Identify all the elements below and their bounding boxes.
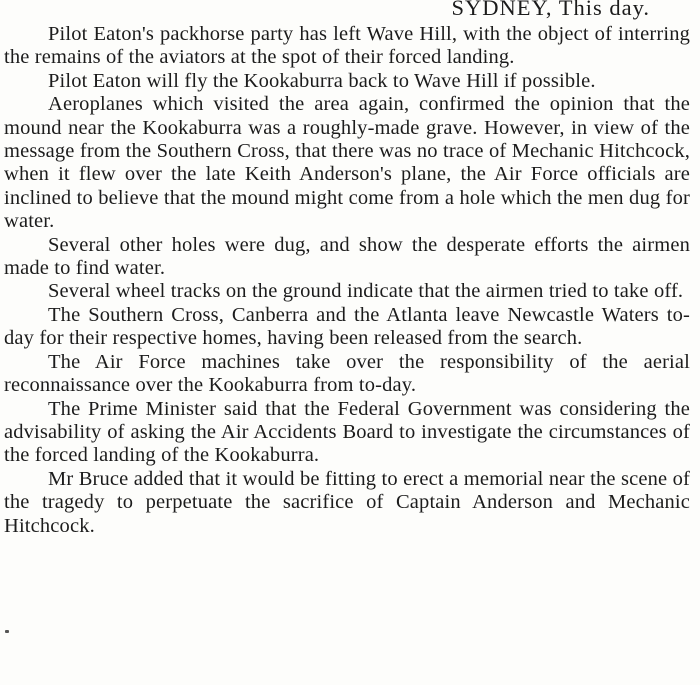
article-body: [4, 23, 690, 538]
paragraph: Aeroplanes which visited the area again, confirmed the opinion that the mound near the Kookaburra was a roughly-made grave. However, in view of the message from the Southern Cross, that there was no trace of Mechanic Hitchcock, when it flew over the late Keith Anderson's plane, the Air Force officials are inclined to believe that the mound might come from a hole which the men dug for water.: [4, 93, 690, 233]
paragraph: The Prime Minister said that the Federal Government was considering the advisability of asking the Air Accidents Board to investigate the circumstances of the forced landing of the Kookaburra.: [4, 397, 690, 467]
dateline: SYDNEY, This day.: [451, 0, 650, 20]
paragraph: Pilot Eaton will fly the Kookaburra back to Wave Hill if possible.: [48, 69, 596, 92]
paragraph: Mr Bruce added that it would be fitting to erect a memorial near the scene of the tragedy to perpetuate the sacrifice of Captain Anderson and Mechanic Hitchcock.: [4, 467, 690, 537]
paragraph: The Southern Cross, Canberra and the Atlanta leave Newcastle Waters to-day for their respective homes, having been released from the search.: [4, 303, 690, 350]
paragraph: The Air Force machines take over the responsibility of the aerial reconnaissance over the Kookaburra from to-day.: [4, 350, 690, 397]
paragraph: Several wheel tracks on the ground indicate that the airmen tried to take off.: [48, 280, 684, 303]
paragraph: Pilot Eaton's packhorse party has left Wave Hill, with the object of interring the remains of the aviators at the spot of their forced landing.: [4, 23, 690, 69]
paragraph: Several other holes were dug, and show the desperate efforts the airmen made to find water.: [4, 233, 690, 280]
print-speck: [5, 630, 9, 633]
